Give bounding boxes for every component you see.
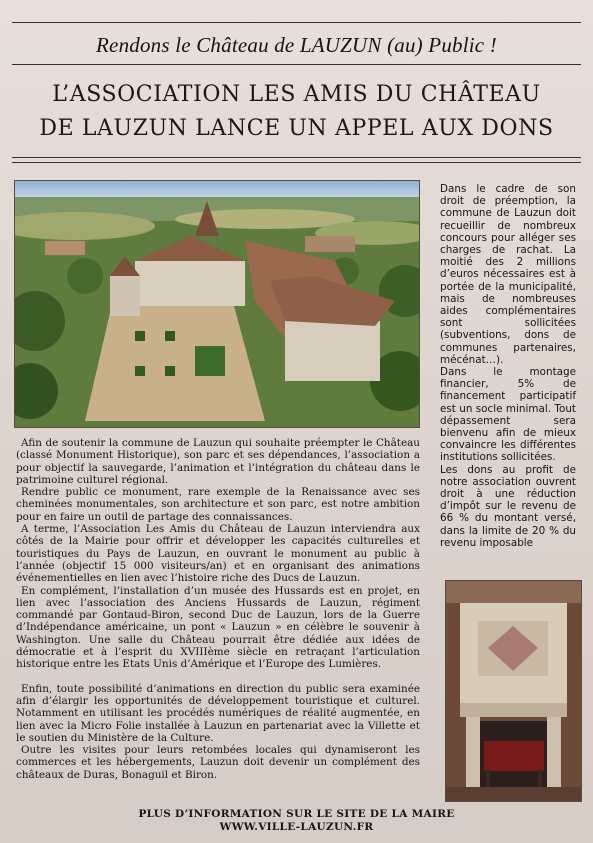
- side-column-text: [440, 183, 576, 549]
- main-paragraph: En complément, l’installation d’un musée des Hussards est en projet, en lien avec l’association des Anciens Hussards de Lauzun, régiment commandé par Gontaud-Biron, second Duc de Lauzun, lors de la Guerre d’Indépendance américaine, un pont « Lauzun » en célèbre le souvenir à Washington. Une salle du Château pourrait être dédiée aux idées de démocratie et à l’esprit du XVIIIème siècle en retraçant l’articulation historique entre les Etats Unis d’Amérique et l’Europe des Lumières.: [16, 584, 420, 671]
- main-paragraph: Enfin, toute possibilité d’animations en direction du public sera examinée afin d’élargir les opportunités de développement touristique et culturel. Notamment en utilisant les procédés numériques de réalité augmentée, en lien avec la Micro Folie installée à Lauzun en partenariat avec la Villette et le soutien du Ministère de la Culture.: [16, 682, 420, 744]
- footer-website-link[interactable]: WWW.VILLE-LAUZUN.FR: [219, 821, 374, 833]
- tagline-rule: [12, 64, 581, 65]
- main-article-text: [16, 437, 420, 781]
- main-paragraph: Rendre public ce monument, rare exemple de la Renaissance avec ses cheminées monumentales, son architecture et son parc, est notre ambition pour en faire un outil de partage des connaissances.: [16, 486, 420, 523]
- side-paragraph: Les dons au profit de notre association ouvrent droit à une réduction d’impôt sur le revenu de 66 % du montant versé, dans la limite de 20 % du revenu imposable: [440, 463, 576, 549]
- headline-rule-1: [12, 157, 581, 158]
- side-paragraph: Dans le cadre de son droit de préemption, la commune de Lauzun doit recueillir de nombreux concours pour alléger ses charges de rachat. La moitié des 2 millions d’euros nécessaires est à portée de la municipalité, mais de nombreuses aides complémentaires sont sollicitées (subventions, dons de communes partenaires, mécénat…).: [440, 183, 576, 366]
- headline-rule-2: [12, 162, 581, 163]
- main-paragraph: Outre les visites pour leurs retombées locales qui dynamiseront les commerces et les hébergements, Lauzun doit devenir un complément des châteaux de Duras, Bonaguil et Biron.: [16, 744, 420, 781]
- main-paragraph: Afin de soutenir la commune de Lauzun qui souhaite préempter le Château (classé Monument Historique), son parc et ses dépendances, l’association a pour objectif la sauvegarde, l’animation et l’intégration du château dans le patrimoine culturel régional.: [16, 437, 420, 486]
- footer-info-line: PLUS D’INFORMATION SUR LE SITE DE LA MAIRE: [138, 808, 455, 820]
- top-rule: [12, 22, 581, 23]
- headline-line-1: L’ASSOCIATION LES AMIS DU CHÂTEAU: [52, 82, 541, 107]
- headline: [0, 78, 593, 146]
- fireplace-photo: [445, 580, 582, 802]
- side-paragraph: Dans le montage financier, 5% de financement participatif est un socle minimal. Tout dépassement sera bienvenu afin de mieux convaincre les différentes institutions sollicitées.: [440, 366, 576, 464]
- castle-aerial-photo: [14, 180, 420, 428]
- headline-line-2: DE LAUZUN LANCE UN APPEL AUX DONS: [39, 116, 554, 141]
- tagline: Rendons le Château de LAUZUN (au) Public !: [96, 33, 497, 57]
- footer: [0, 808, 593, 834]
- main-paragraph: A terme, l’Association Les Amis du Château de Lauzun interviendra aux côtés de la Mairie pour offrir et développer les capacités culturelles et touristiques du Pays de Lauzun, en ouvrant le monument au public à l’année (objectif 15 000 visiteurs/an) et en organisant des animations événementielles en lien avec l’histoire riche des Ducs de Lauzun.: [16, 523, 420, 585]
